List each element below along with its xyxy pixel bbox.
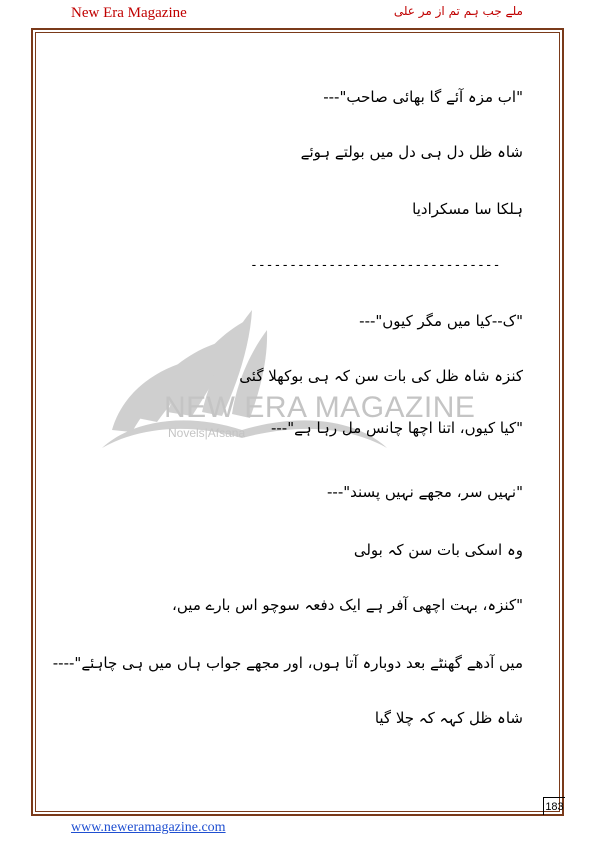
text-line-8: وہ اسکی بات سن کہ بولی	[353, 541, 523, 559]
magazine-name: New Era Magazine	[71, 5, 187, 21]
text-line-2: شاہ ظل دل ہی دل میں بولتے ہوئے	[300, 143, 523, 161]
scene-separator: --------------------------------	[250, 258, 501, 273]
text-line-1: "اب مزہ آئے گا بھائی صاحب"---	[323, 88, 523, 106]
page-number: 183	[543, 797, 565, 815]
text-line-7: "نہیں سر، مجھے نہیں پسند"---	[327, 483, 523, 501]
website-link[interactable]: www.neweramagazine.com	[71, 820, 226, 835]
text-line-11: شاہ ظل کہہ کہ چلا گیا	[374, 709, 523, 727]
text-line-4: "ک--کیا میں مگر کیوں"---	[359, 312, 523, 330]
watermark-title: NEW ERA MAGAZINE	[164, 391, 476, 424]
watermark-subtitle: Novels|Afsana	[168, 426, 246, 440]
text-line-9: "کنزہ، بہت اچھی آفر ہے ایک دفعہ سوچو اس بارے میں،	[172, 596, 523, 614]
text-line-6: "کیا کیوں، اتنا اچھا چانس مل رہا ہے"---	[270, 419, 523, 437]
text-line-10: میں آدھے گھنٹے بعد دوبارہ آتا ہوں، اور مجھے جواب ہاں میں ہی چاہئے"----	[52, 654, 523, 672]
story-title: ملے جب ہم تم از مر علی	[393, 4, 523, 18]
text-line-5: کنزہ شاہ ظل کی بات سن کہ ہی بوکھلا گئی	[239, 367, 523, 385]
text-line-3: ہلکا سا مسکرادیا	[412, 200, 523, 218]
